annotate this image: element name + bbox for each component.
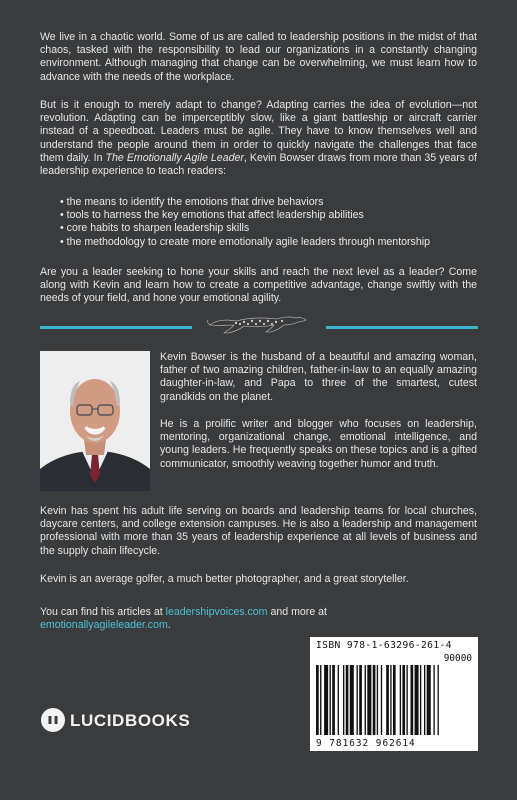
book-title: The Emotionally Agile Leader: [105, 151, 244, 164]
intro-paragraph-3: Are you a leader seeking to hone your skills and reach the next level as a leader? Come along with Kevin and learn how to create a competitive advantage, change swiftly with the needs of your field, and hone your emotional agility.: [40, 266, 477, 305]
price-code: 90000: [443, 653, 472, 664]
barcode-bar: [343, 665, 344, 735]
bio-paragraph-4: Kevin is an average golfer, a much better photographer, and a great storyteller.: [40, 573, 409, 585]
bio-paragraph-2: He is a prolific writer and blogger who focuses on leadership, mentoring, organizational change, emotional intelligence, and young leaders. He frequently speaks on these topics and is a gifted communicator, smoothly weaving together humor and truth.: [160, 418, 477, 470]
barcode-bar: [367, 665, 371, 735]
list-item: • tools to harness the key emotions that affect leadership abilities: [60, 209, 490, 222]
list-item: • the means to identify the emotions that drive behaviors: [60, 196, 490, 209]
intro-paragraph-1: We live in a chaotic world. Some of us are called to leadership positions in the midst of that chaos, tasked with the responsibility to lead our organizations in a constantly changing environment. Although managing that change can be overwhelming, we must learn how to advance with the needs of the workplace.: [40, 31, 477, 83]
barcode-bar: [402, 665, 405, 735]
intro-paragraph-2-start: But is it enough to merely adapt to change? Adapting carries the idea of evolution—not revolution. Adapting can be imperceptibly slow, like a giant battleship or aircraft carrier instead of a speedboat. Leaders must be agile. They have to know themselves well and understand the people around them in order to quickly navigate the challenges that face them daily. In: [40, 99, 477, 164]
barcode-bar: [332, 665, 335, 735]
author-photo: [40, 351, 150, 491]
barcode-bar: [381, 665, 382, 735]
publisher-name: LUCIDBOOKS: [70, 711, 191, 730]
author-portrait-image: [40, 351, 150, 491]
barcode-bar: [393, 665, 396, 735]
emotionallyagileleader-link[interactable]: emotionallyagileleader.com: [40, 619, 168, 632]
leadershipvoices-link[interactable]: leadershipvoices.com: [165, 606, 268, 618]
barcode-bar: [377, 665, 378, 735]
barcode-bar: [411, 665, 414, 735]
barcode-bar: [350, 665, 354, 735]
barcode-bar: [420, 665, 421, 735]
barcode-bar: [386, 665, 389, 735]
links-intro: You can find his articles at: [40, 606, 166, 618]
barcode-bar: [346, 665, 349, 735]
divider-left: [40, 326, 192, 329]
barcode-bar: [438, 665, 439, 735]
barcode-bar: [373, 665, 376, 735]
barcode-bar: [338, 665, 339, 735]
bio-paragraph-3: Kevin has spent his adult life serving on boards and leadership teams for local churches, daycare centers, and college extension campuses. He is also a leadership and management professional with more than 35 years of leadership experience at all levels of business and the supply chain lifecycle.: [40, 505, 477, 557]
cheetah-icon: [206, 311, 310, 335]
divider-right: [326, 326, 478, 329]
barcode-bar: [424, 665, 425, 735]
barcode-bar: [316, 665, 319, 735]
teaching-list: [60, 196, 490, 249]
barcode-bar: [433, 665, 434, 735]
barcode-bar: [427, 665, 431, 735]
list-item: • core habits to sharpen leadership skills: [60, 222, 490, 235]
lucidbooks-logo-icon: [40, 707, 66, 733]
intro-paragraph-2: [40, 99, 477, 178]
barcode-bar: [390, 665, 391, 735]
barcode-bar: [406, 665, 407, 735]
barcode-bar: [330, 665, 331, 735]
bio-paragraph-1: Kevin Bowser is the husband of a beautiful and amazing woman, father of two amazing children, father-in-law to an equally amazing daughter-in-law, and Papa to three of the smartest, cutest grandkids on the planet.: [160, 351, 477, 403]
barcode-bar: [415, 665, 419, 735]
links-end: .: [167, 619, 171, 632]
bio-paragraph-5: [40, 606, 477, 632]
barcode-bars: [316, 665, 472, 735]
links-mid: and more at: [267, 606, 327, 618]
barcode-bar: [324, 665, 328, 735]
barcode-bar: [359, 665, 362, 735]
barcode-bar: [400, 665, 401, 735]
intro-paragraph-2-end: , Kevin Bowser draws from more than 35 years of leadership experience to teach readers:: [40, 151, 477, 178]
isbn-number: ISBN 978-1-63296-261-4: [316, 640, 452, 651]
barcode-bar: [320, 665, 321, 735]
barcode-bar: [365, 665, 366, 735]
barcode-bar: [357, 665, 358, 735]
list-item: • the methodology to create more emotionally agile leaders through mentorship: [60, 236, 490, 249]
barcode-digits: 9 781632 962614: [316, 738, 416, 749]
isbn-barcode: [310, 637, 478, 751]
